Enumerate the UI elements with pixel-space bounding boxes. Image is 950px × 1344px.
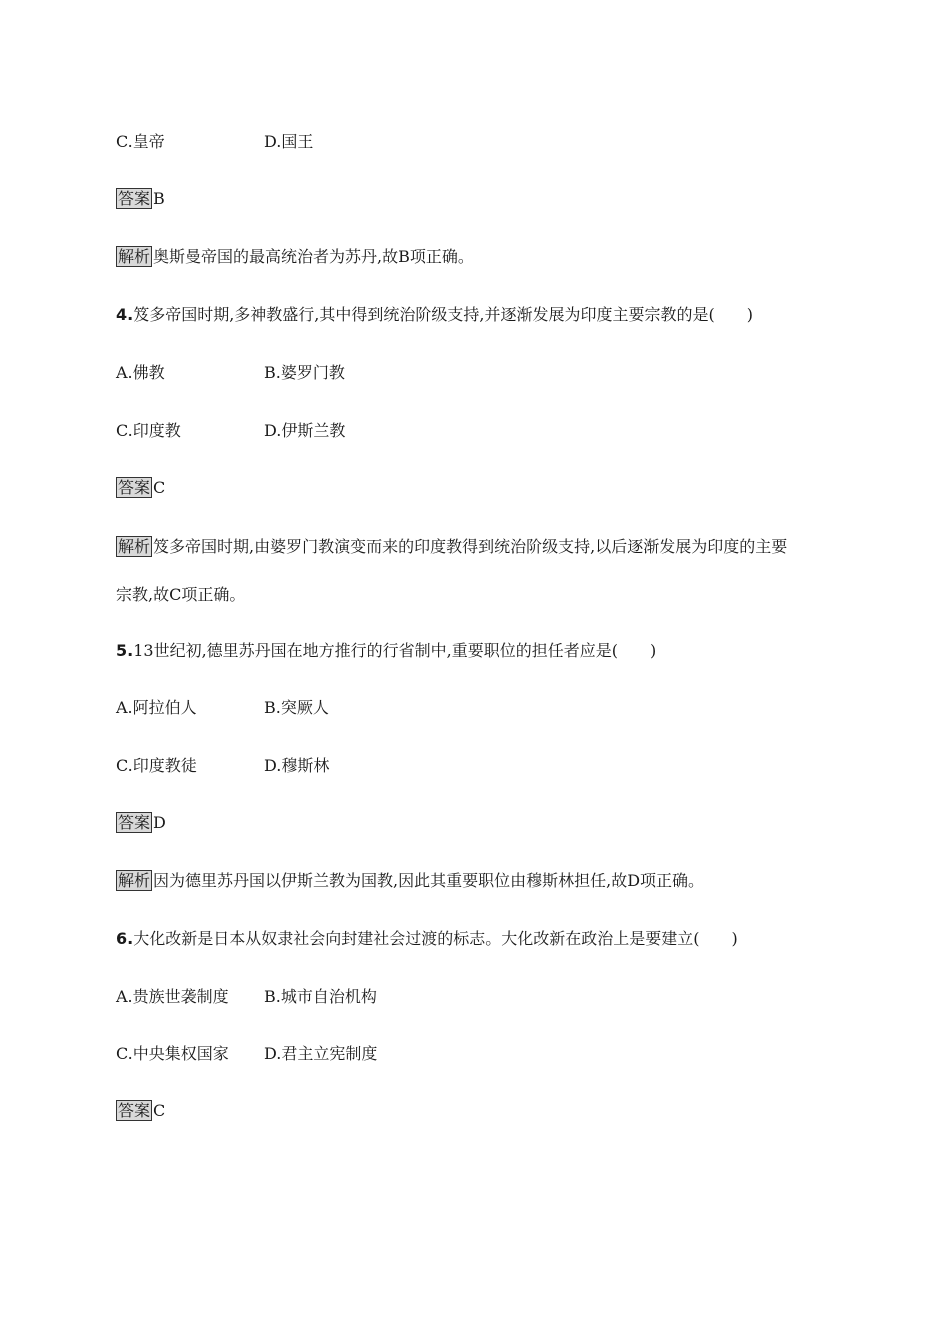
q3-answer (116, 188, 165, 210)
q4-option-b: B.婆罗门教 (264, 363, 345, 382)
explanation-tag: 解析 (118, 247, 151, 266)
q6-option-c: C.中央集权国家 (116, 1044, 229, 1063)
q5-options-ab (116, 697, 516, 719)
q4-option-a: A.佛教 (116, 363, 165, 382)
q6-stem (116, 928, 738, 950)
explanation-text: 笈多帝国时期,由婆罗门教演变而来的印度教得到统治阶级支持,以后逐渐发展为印度的主要 (153, 537, 788, 556)
q5-option-b: B.突厥人 (264, 698, 329, 717)
answer-value: B (153, 189, 165, 208)
q4-explanation-line1 (116, 536, 787, 558)
q4-answer (116, 477, 165, 499)
q5-stem (116, 640, 656, 662)
explanation-tag: 解析 (118, 871, 151, 890)
q4-options-ab (116, 362, 516, 384)
explanation-tag: 解析 (118, 537, 151, 556)
q5-explanation (116, 870, 704, 892)
q5-answer (116, 812, 166, 834)
q6-option-d: D.君主立宪制度 (264, 1044, 378, 1063)
question-number: 6. (116, 929, 134, 948)
q4-option-c: C.印度教 (116, 421, 181, 440)
q6-option-a: A.贵族世袭制度 (116, 987, 229, 1006)
q3-options-cd (116, 131, 516, 153)
q6-answer (116, 1100, 165, 1122)
q4-explanation-line2 (116, 584, 245, 606)
q4-option-d: D.伊斯兰教 (264, 421, 346, 440)
q5-option-c: C.印度教徒 (116, 756, 197, 775)
question-text: 13世纪初,德里苏丹国在地方推行的行省制中,重要职位的担任者应是( ) (133, 641, 657, 660)
q6-options-cd (116, 1043, 516, 1065)
q4-stem (116, 304, 753, 326)
question-text: 大化改新是日本从奴隶社会向封建社会过渡的标志。大化改新在政治上是要建立( ) (133, 929, 738, 948)
q5-option-d: D.穆斯林 (264, 756, 330, 775)
q3-option-d: D.国王 (264, 132, 314, 151)
answer-tag: 答案 (118, 478, 151, 497)
answer-value: C (153, 478, 166, 497)
q6-options-ab (116, 986, 516, 1008)
explanation-text: 因为德里苏丹国以伊斯兰教为国教,因此其重要职位由穆斯林担任,故D项正确。 (153, 871, 705, 890)
explanation-text-cont: 宗教,故C项正确。 (116, 585, 246, 604)
q4-options-cd (116, 420, 516, 442)
q5-option-a: A.阿拉伯人 (116, 698, 197, 717)
q3-option-c: C.皇帝 (116, 132, 165, 151)
answer-value: C (153, 1101, 166, 1120)
question-text: 笈多帝国时期,多神教盛行,其中得到统治阶级支持,并逐渐发展为印度主要宗教的是( ) (133, 305, 753, 324)
answer-tag: 答案 (118, 1101, 151, 1120)
answer-tag: 答案 (118, 813, 151, 832)
question-number: 5. (116, 641, 134, 660)
answer-tag: 答案 (118, 189, 151, 208)
q5-options-cd (116, 755, 516, 777)
answer-value: D (153, 813, 166, 832)
q3-explanation (116, 246, 474, 268)
question-number: 4. (116, 305, 134, 324)
explanation-text: 奥斯曼帝国的最高统治者为苏丹,故B项正确。 (153, 247, 474, 266)
q6-option-b: B.城市自治机构 (264, 987, 377, 1006)
